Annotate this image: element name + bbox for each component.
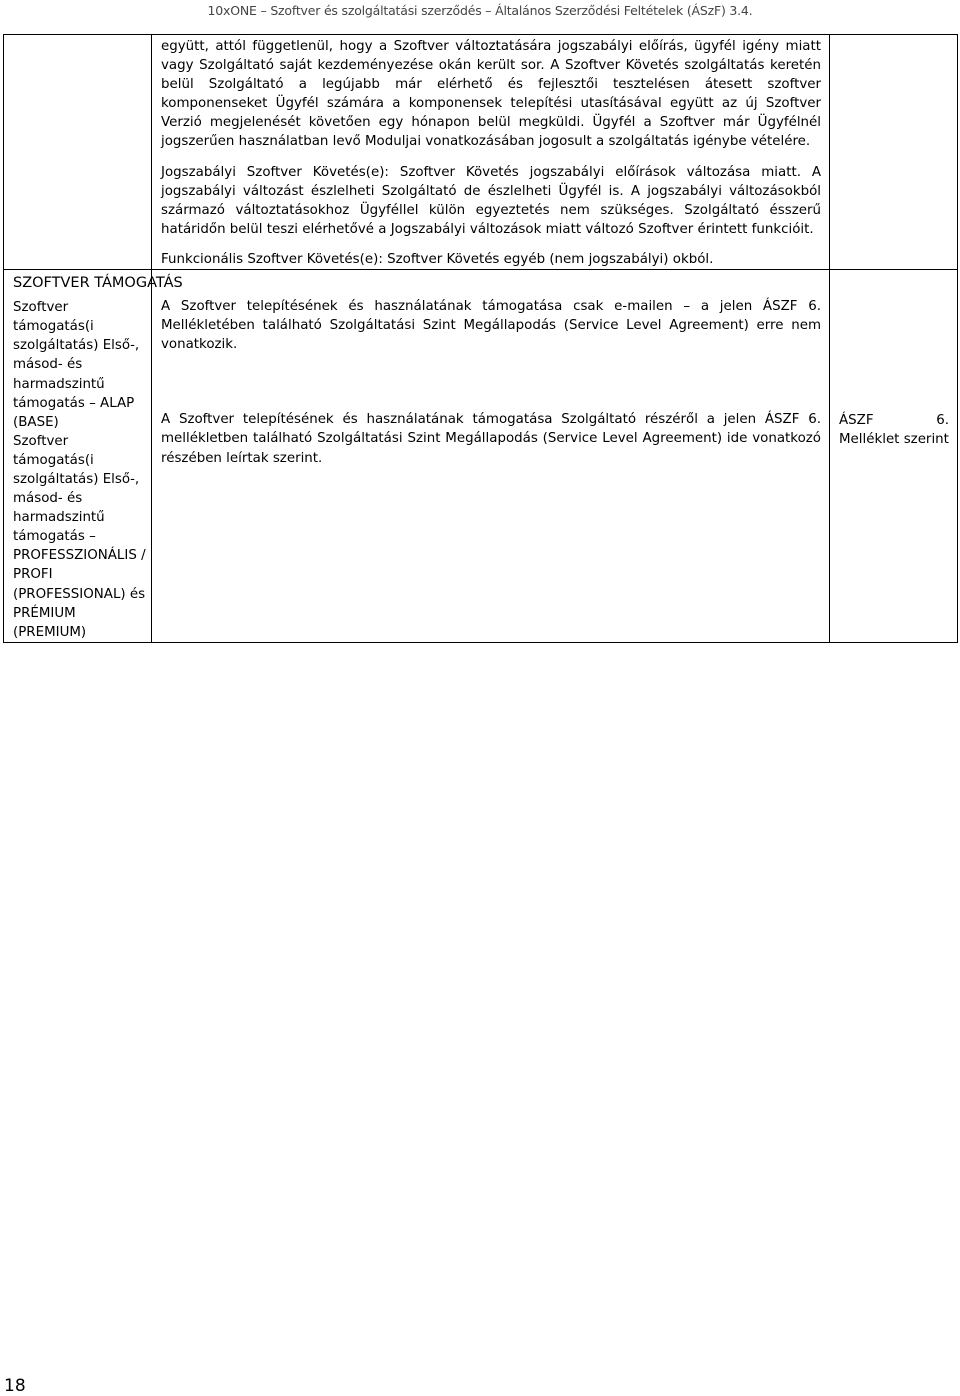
- page-number: 18: [4, 1376, 26, 1396]
- functional-tracking-paragraph: Funkcionális Szoftver Követés(e): Szoftver Követés egyéb (nem jogszabályi) okból.: [161, 251, 714, 267]
- section-title: SZOFTVER TÁMOGATÁS: [13, 275, 183, 292]
- software-tracking-paragraph: együtt, attól függetlenül, hogy a Szoftver változtatására jogszabályi előírás, ügyfél igény miatt vagy Szolgáltató saját kezdeményezése okán került sor. A Szoftver Követés szolgáltatás keretén belül Szolgáltató a legújabb már elérhető és fejlesztői tesztelésen átesett szoftver komponenseket Ügyfél számára a komponensek telepítési utasításával együtt az új Szoftver Verzió megjelenését követően egy hónapon belül megküldi. Ügyfél a Szoftver már Ügyfélnél jogszerűen használatban levő Moduljai vonatkozásában jogosult a szolgáltatás igénybe vételére.: [161, 39, 821, 150]
- support-basic-text: A Szoftver telepítésének és használatának támogatása csak e-mailen – a jelen ÁSZF 6. Mellékletében található Szolgáltatási Szint Megállapodás (Service Level Agreement) erre nem vonatkozik.: [161, 299, 821, 353]
- terms-table: [3, 34, 958, 643]
- row1-label-cell: [4, 35, 152, 270]
- sla-reference: ÁSZF 6. Melléklet szerint: [839, 413, 949, 448]
- running-header: 10xONE – Szoftver és szolgáltatási szerződés – Általános Szerződési Feltételek (ÁSzF) 3.4.: [207, 3, 753, 18]
- support-basic-label: Szoftver támogatás(i szolgáltatás) Első-, másod- és harmadszintű támogatás – ALAP (BASE): [13, 300, 140, 430]
- legal-tracking-paragraph: Jogszabályi Szoftver Követés(e): Szoftver Követés jogszabályi előírások változása miatt. A jogszabályi változást észlelheti Szolgáltató de észlelheti Ügyfél is. A jogszabályi változásokból származó változtatásokhoz Ügyféllel külön egyeztetés nem szükséges. Szolgáltató ésszerű határidőn belül teszi elérhetővé a Jogszabályi változások miatt változó Szoftver érintett funkcióit.: [161, 164, 821, 237]
- support-label-cell: [4, 270, 183, 643]
- row1-content-cell: [152, 35, 830, 270]
- table-row: [4, 35, 958, 270]
- support-content-cell: [152, 270, 830, 643]
- support-pro-label: Szoftver támogatás(i szolgáltatás) Első-, másod- és harmadszintű támogatás – PROFESSZIONÁLIS / PROFI (PROFESSIONAL) és PRÉMIUM (PREMIUM): [13, 433, 146, 640]
- support-reference-cell: [830, 270, 958, 643]
- table-row: [4, 270, 958, 643]
- support-pro-text: A Szoftver telepítésének és használatának támogatása Szolgáltató részéről a jelen ÁSZF 6. mellékletben található Szolgáltatási Szint Megállapodás (Service Level Agreement) ide vonatkozó részében leírtak szerint.: [161, 412, 821, 466]
- row1-reference-cell: [830, 35, 958, 270]
